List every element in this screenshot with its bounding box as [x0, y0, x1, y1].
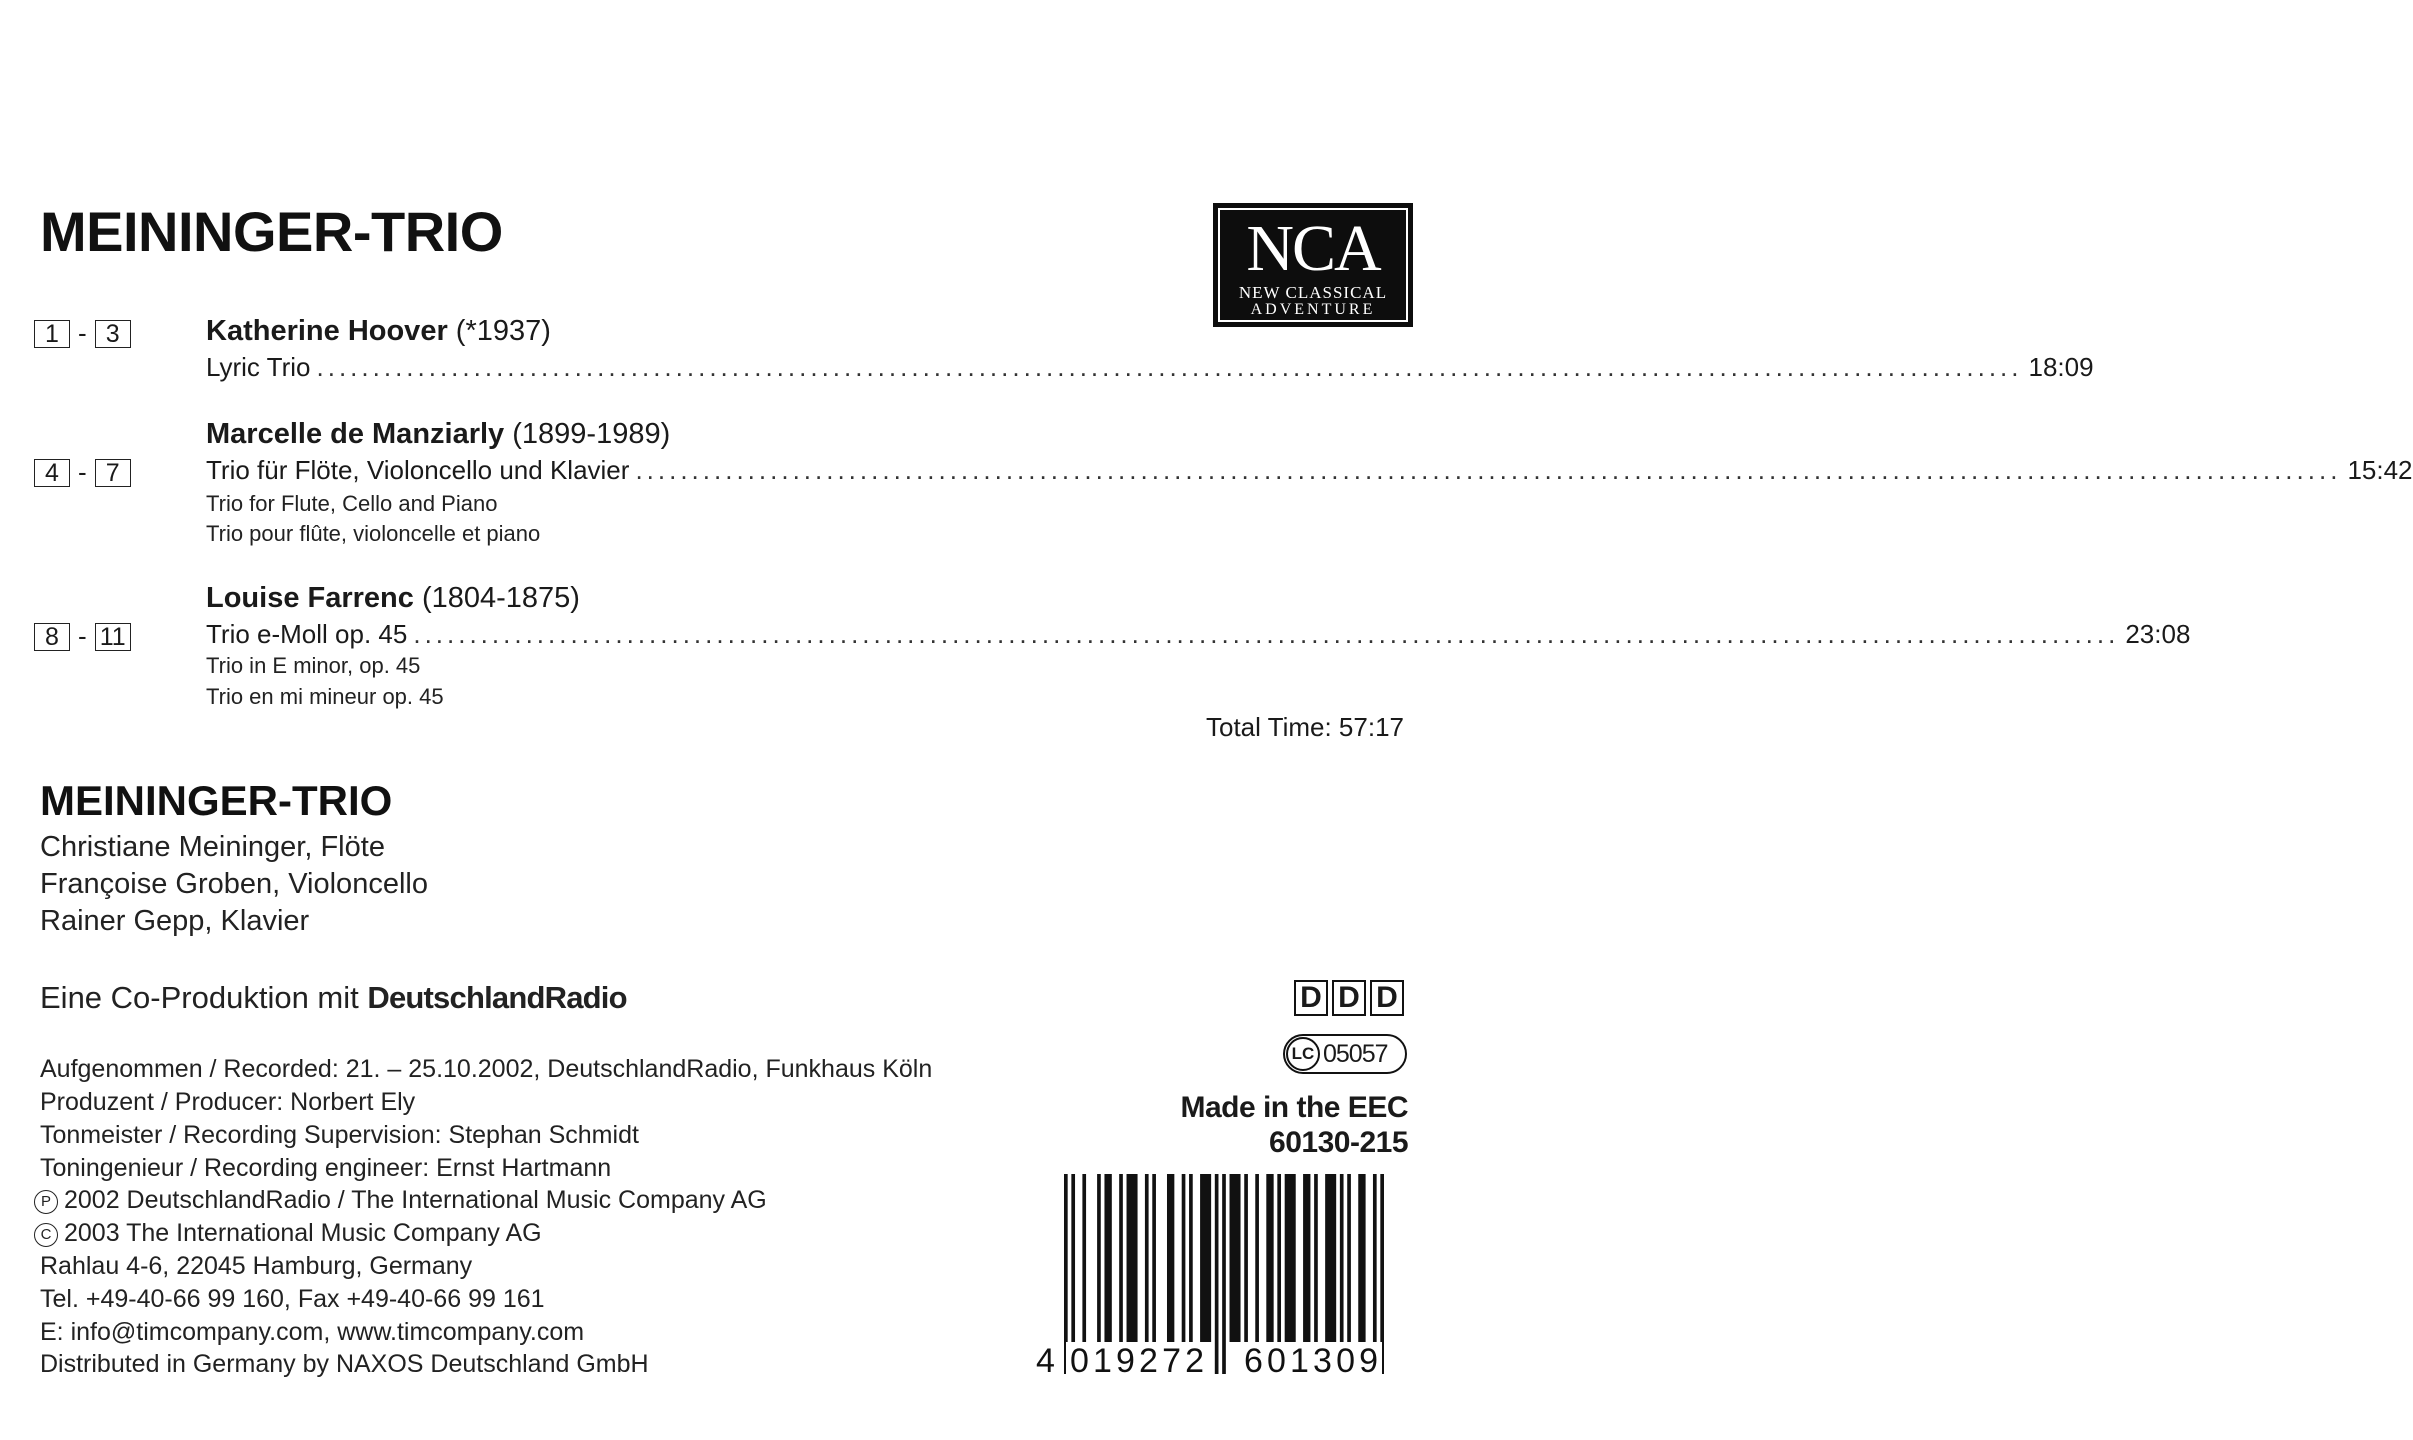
copyright-icon: C: [34, 1223, 58, 1247]
work-row: [206, 352, 2094, 382]
barcode-bar: [1167, 1174, 1174, 1342]
member: Christiane Meininger, Flöte: [40, 831, 385, 863]
composer-dates: (1899-1989): [512, 418, 671, 450]
credit-line: Tonmeister / Recording Supervision: Stephan Schmidt: [40, 1121, 639, 1149]
barcode-bar: [1325, 1174, 1336, 1342]
barcode-bar: [1285, 1174, 1296, 1342]
barcode-bar: [1127, 1174, 1138, 1342]
barcode-bar: [1303, 1174, 1310, 1342]
barcode-bar: [1277, 1174, 1281, 1342]
credit-line: Aufgenommen / Recorded: 21. – 25.10.2002, DeutschlandRadio, Funkhaus Köln: [40, 1055, 933, 1083]
leader-dots: ........................................................................................................................................................: [635, 455, 2342, 485]
logo-line2: ADVENTURE: [1250, 301, 1376, 318]
barcode-bar: [1152, 1174, 1156, 1342]
work-duration: 15:42: [2347, 455, 2413, 485]
composer-dates: (*1937): [455, 315, 551, 347]
address-line: Tel. +49-40-66 99 160, Fax +49-40-66 99 161: [40, 1285, 545, 1313]
barcode-bar: [1255, 1174, 1259, 1342]
credit-line: Produzent / Producer: Norbert Ely: [40, 1088, 416, 1116]
work-duration: 23:08: [2125, 619, 2191, 649]
lc-icon: LC: [1286, 1037, 1320, 1071]
address-line: E: info@timcompany.com, www.timcompany.com: [40, 1318, 585, 1346]
track-box: 1: [34, 320, 70, 348]
track-range: 4 - 7: [34, 457, 131, 488]
coproduction-partner: DeutschlandRadio: [367, 980, 627, 1015]
barcode-bar: [1314, 1174, 1318, 1342]
barcode-bar: [1200, 1174, 1211, 1342]
work-title: Lyric Trio: [206, 352, 311, 382]
composer: [206, 317, 551, 346]
coproduction: [40, 982, 627, 1013]
coproduction-text: Eine Co-Produktion mit: [40, 980, 359, 1015]
work-subtitle: Trio in E minor, op. 45: [206, 653, 421, 678]
barcode-bar: [1222, 1174, 1226, 1374]
barcode-bar: [1182, 1174, 1186, 1342]
total-time: Total Time: 57:17: [1206, 712, 1404, 742]
barcode-bar: [1266, 1174, 1273, 1342]
logo-line1: NEW CLASSICAL: [1238, 283, 1388, 302]
composer: [206, 420, 670, 449]
barcode-bar: [1145, 1174, 1149, 1342]
work-row: [206, 619, 2191, 649]
work-subtitle: Trio en mi mineur op. 45: [206, 684, 444, 709]
work-title: Trio für Flöte, Violoncello und Klavier: [206, 455, 630, 485]
leader-dots: ........................................................................................................................................................: [413, 619, 2120, 649]
track-box: 11: [95, 623, 131, 651]
track-box: 7: [95, 459, 131, 487]
work-duration: 18:09: [2028, 352, 2094, 382]
copyright-line: [34, 1221, 542, 1247]
composer: [206, 584, 580, 613]
barcode-bar: [1347, 1174, 1351, 1342]
credit-line: Toningenieur / Recording engineer: Ernst Hartmann: [40, 1154, 612, 1182]
composer-name: Marcelle de Manziarly: [206, 418, 505, 450]
barcode-bar: [1082, 1174, 1086, 1342]
label-code-badge: [1283, 1034, 1407, 1074]
barcode-right-digits: 601309: [1244, 1342, 1378, 1380]
label-code-number: 05057: [1323, 1039, 1388, 1068]
track-range: 8 - 11: [34, 621, 131, 652]
logo-letters: NCA: [1246, 212, 1380, 285]
member: Françoise Groben, Violoncello: [40, 868, 428, 900]
barcode-bar: [1230, 1174, 1241, 1342]
composer-name: Louise Farrenc: [206, 582, 414, 614]
member: Rainer Gepp, Klavier: [40, 905, 310, 937]
ddd-badge: [1294, 980, 1404, 1016]
work-subtitle: Trio pour flûte, violoncelle et piano: [206, 521, 541, 546]
phonogram-line: [34, 1188, 767, 1214]
barcode-bar: [1097, 1174, 1101, 1342]
address-line: Rahlau 4-6, 22045 Hamburg, Germany: [40, 1252, 473, 1280]
work-subtitle: Trio for Flute, Cello and Piano: [206, 491, 498, 516]
barcode-bar: [1189, 1174, 1193, 1342]
track-range: 1 - 3: [34, 318, 131, 349]
track-box: 4: [34, 459, 70, 487]
barcode-bar: [1119, 1174, 1123, 1342]
ddd-letter: D: [1370, 980, 1404, 1016]
work-title: Trio e-Moll op. 45: [206, 619, 408, 649]
composer-name: Katherine Hoover: [206, 315, 448, 347]
catalog-number: 60130-215: [1269, 1126, 1408, 1159]
barcode-left-digits: 019272: [1070, 1342, 1204, 1380]
track-box: 8: [34, 623, 70, 651]
ddd-letter: D: [1332, 980, 1366, 1016]
ensemble-name: MEININGER-TRIO: [40, 777, 393, 824]
album-title: MEININGER-TRIO: [40, 200, 503, 263]
barcode-bar: [1244, 1174, 1248, 1342]
work-row: [206, 455, 2413, 485]
barcode-bar: [1340, 1174, 1344, 1342]
leader-dots: ........................................................................................................................................................: [316, 352, 2023, 382]
address-line: Distributed in Germany by NAXOS Deutschland GmbH: [40, 1350, 649, 1378]
barcode-first-digit: 4: [1036, 1342, 1055, 1380]
composer-dates: (1804-1875): [421, 582, 580, 614]
barcode: [1036, 1174, 1412, 1380]
copyright-text: 2003 The International Music Company AG: [64, 1219, 542, 1247]
barcode-bar: [1358, 1174, 1365, 1342]
barcode-bar: [1104, 1174, 1111, 1342]
phonogram-text: 2002 DeutschlandRadio / The International Music Company AG: [64, 1186, 767, 1214]
track-box: 3: [95, 320, 131, 348]
made-in: Made in the EEC: [1180, 1091, 1408, 1124]
nca-logo: [1213, 203, 1413, 327]
barcode-bar: [1215, 1174, 1219, 1374]
ddd-letter: D: [1294, 980, 1328, 1016]
phonogram-icon: P: [34, 1190, 58, 1214]
